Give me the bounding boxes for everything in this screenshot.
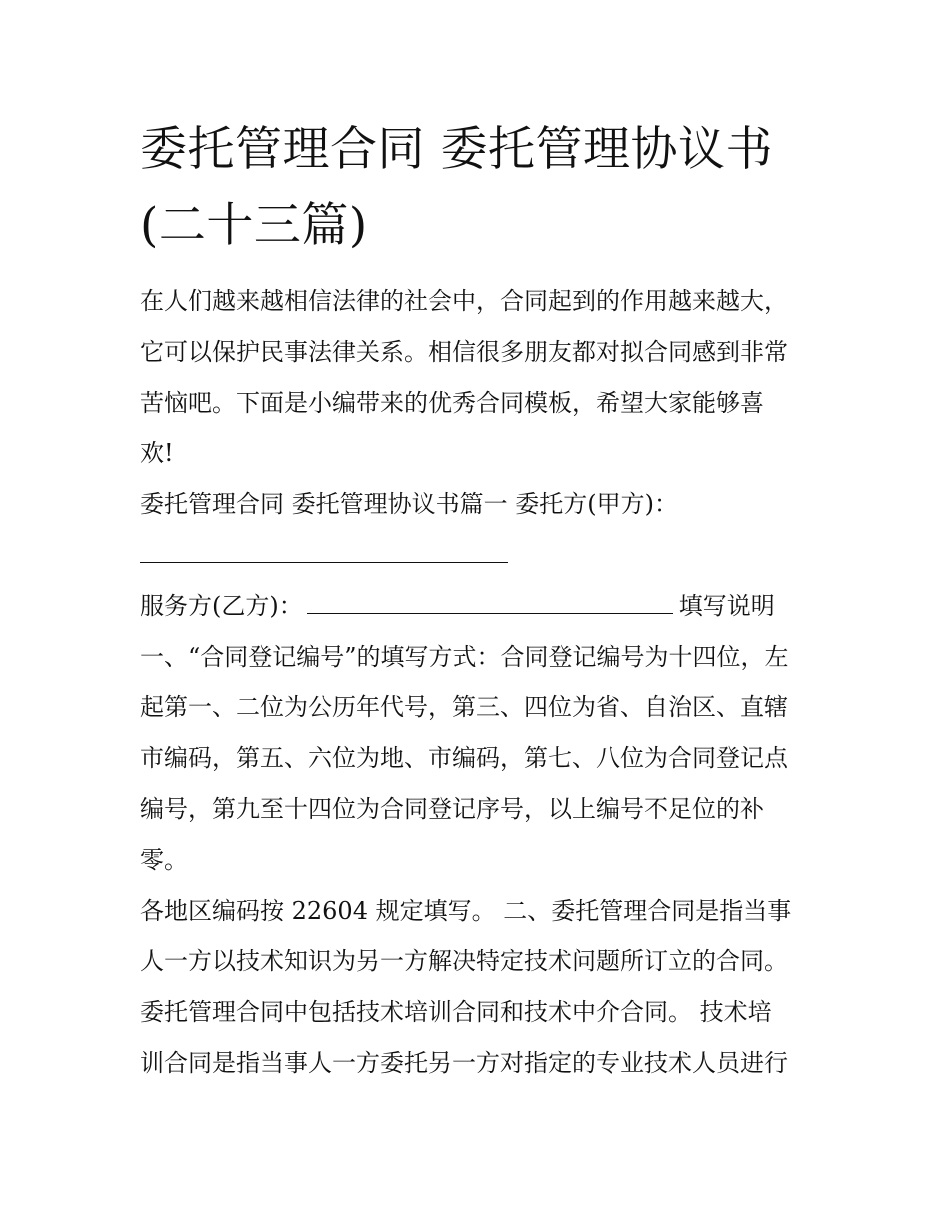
body-line: 零。 [140, 845, 188, 874]
body-line: 各地区编码按 22604 规定填写。 二、委托管理合同是指当事 [140, 896, 792, 925]
party-b-fill-blank [307, 595, 673, 614]
title-line-2: (二十三篇) [140, 198, 368, 253]
body-line: 人一方以技术知识为另一方解决特定技术问题所订立的合同。 [140, 947, 788, 976]
body-line: 市编码，第五、六位为地、市编码，第七、八位为合同登记点 [140, 744, 788, 773]
fill-instructions-label: 填写说明 [678, 591, 775, 620]
body-line: 欢! [140, 439, 174, 468]
party-a-blank-line [140, 530, 830, 581]
document-body [140, 276, 830, 1089]
service-party-label: 服务方(乙方)： [140, 591, 303, 620]
body-line: 苦恼吧。下面是小编带来的优秀合同模板，希望大家能够喜 [140, 388, 764, 417]
body-line: 编号，第九至十四位为合同登记序号，以上编号不足位的补 [140, 794, 764, 823]
body-line: 在人们越来越相信法律的社会中，合同起到的作用越来越大， [140, 287, 788, 315]
party-b-line [140, 581, 830, 632]
body-line: 训合同是指当事人一方委托另一方对指定的专业技术人员进行 [140, 1048, 788, 1077]
body-line: 委托管理合同中包括技术培训合同和技术中介合同。 技术培 [140, 998, 772, 1027]
document-title [140, 112, 830, 264]
body-line: 一、“合同登记编号”的填写方式：合同登记编号为十四位，左 [140, 642, 789, 671]
title-line-1: 委托管理合同 委托管理协议书 [140, 122, 773, 177]
party-a-fill-blank [140, 544, 508, 563]
body-line: 起第一、二位为公历年代号，第三、四位为省、自治区、直辖 [140, 693, 788, 722]
body-line: 它可以保护民事法律关系。相信很多朋友都对拟合同感到非常 [140, 337, 788, 366]
body-line: 委托管理合同 委托管理协议书篇一 委托方(甲方)： [140, 490, 678, 519]
